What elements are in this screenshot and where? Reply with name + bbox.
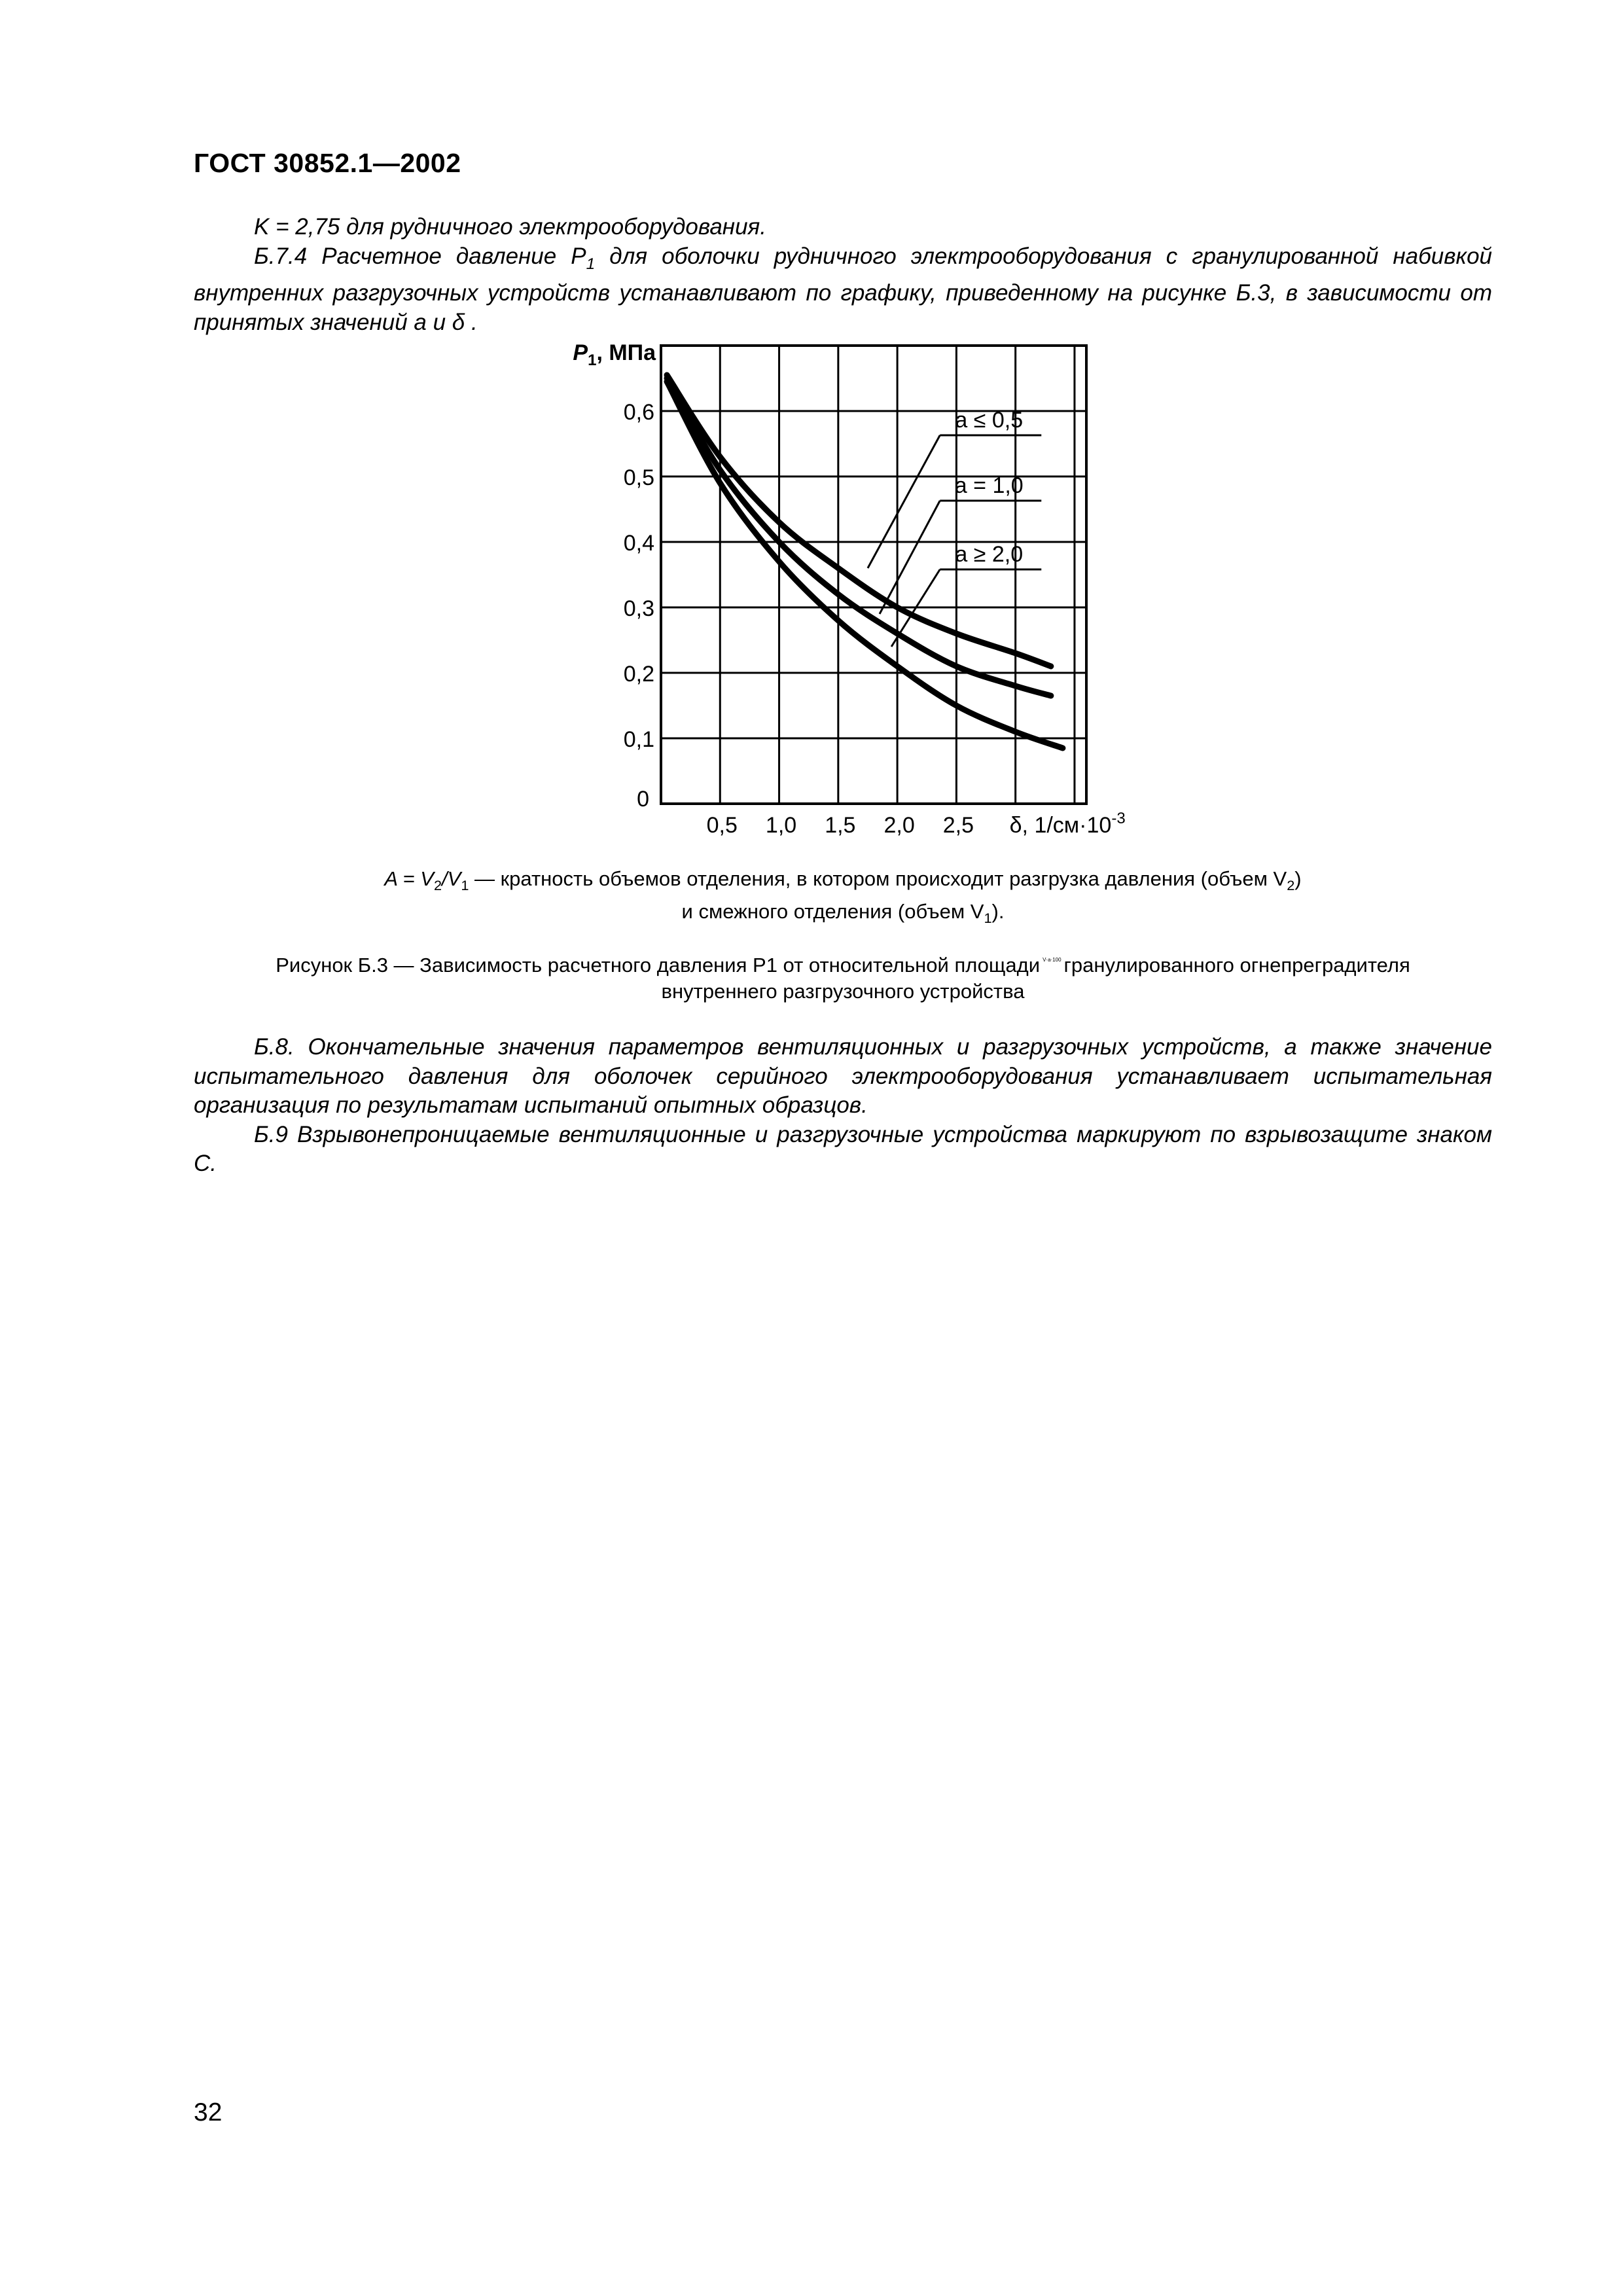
- series-label: a = 1,0: [954, 473, 1024, 498]
- y-axis-label: $P_1$, МПа: [573, 340, 656, 369]
- intro-para-post: для оболочки рудничного электрооборудования с гранулированной набивкой внутренних разгрузочных устройств устанавливают по графику, приведенному на рисунке Б.3, в зависимости от принятых значений a и δ .: [194, 243, 1493, 335]
- intro-para-pre: Б.7.4 Расчетное давление P: [254, 243, 586, 269]
- y-tick-label: 0,6: [623, 400, 654, 425]
- intro-line-1: K = 2,75 для рудничного электрооборудования.: [254, 214, 766, 240]
- x-tick-label: 1,5: [825, 813, 856, 838]
- series-label: a ≤ 0,5: [955, 408, 1024, 433]
- y-tick-label: 0,3: [623, 596, 654, 621]
- note-sub-1: 2: [433, 877, 442, 894]
- x-tick-label: 2,0: [883, 813, 915, 838]
- outro-text: [194, 1033, 1492, 1179]
- note-formula-a: A = V: [384, 867, 434, 890]
- chart-svg: [550, 327, 1139, 851]
- figure-caption-pre: Рисунок Б.3 — Зависимость расчетного давления P1 от относительной площади: [276, 954, 1041, 977]
- page-number: 32: [194, 2098, 223, 2126]
- figure-caption-line-2: внутреннего разгрузочного устройства: [661, 980, 1025, 1003]
- series-label: a ≥ 2,0: [955, 542, 1024, 567]
- note-line-2: [194, 899, 1492, 931]
- x-tick-label: 2,5: [942, 813, 974, 838]
- y-tick-label: 0,5: [623, 465, 654, 490]
- note-text-2: и смежного отделения (объем V: [681, 900, 984, 924]
- figure-caption-line-1: [194, 947, 1492, 978]
- x-tick-label: 1,0: [765, 813, 797, 838]
- note-formula-mid: /V: [442, 867, 461, 890]
- figure-note: [194, 866, 1492, 931]
- note-text-1: — кратность объемов отделения, в котором происходит разгрузка давления (объем V: [469, 867, 1287, 890]
- note-sub-3: 2: [1287, 877, 1295, 894]
- figure-caption-formula: V·a·100: [1043, 957, 1061, 963]
- x-axis-label: δ, $1/см\cdot 10^{-3}$: [1009, 810, 1126, 838]
- note-line-1: [194, 866, 1492, 899]
- figure-caption: [194, 947, 1492, 1005]
- note-text-1-end: ): [1294, 867, 1302, 890]
- document-header: ГОСТ 30852.1—2002: [194, 148, 461, 178]
- figure-caption-post: гранулированного огнепреградителя: [1063, 954, 1410, 977]
- chart-labels: [573, 340, 1125, 838]
- y-tick-label: 0,1: [623, 727, 654, 752]
- series-leader-line: [880, 501, 940, 614]
- x-tick-label: 0,5: [706, 813, 738, 838]
- intro-paragraph: [194, 242, 1492, 338]
- note-sub-4: 1: [984, 910, 992, 927]
- intro-para-sub: 1: [586, 255, 596, 273]
- y-tick-label: 0,4: [623, 531, 654, 556]
- outro-paragraph-b8: Б.8. Окончательные значения параметров вентиляционных и разгрузочных устройств, а также значение испытательного давления для оболочек серийного электрооборудования устанавливает испытательная организация по результатам испытаний опытных образцов.: [194, 1034, 1492, 1118]
- series-leader-line: [868, 435, 940, 568]
- outro-paragraph-b9: Б.9 Взрывонепроницаемые вентиляционные и разгрузочные устройства маркируют по взрывозащите знаком С.: [194, 1121, 1492, 1176]
- intro-text: [194, 213, 1492, 337]
- figure-b3-chart: [550, 327, 1139, 851]
- y-tick-label: 0,2: [623, 662, 654, 687]
- note-text-2-end: ).: [991, 900, 1005, 924]
- origin-label: 0: [637, 787, 649, 812]
- note-sub-2: 1: [461, 877, 469, 894]
